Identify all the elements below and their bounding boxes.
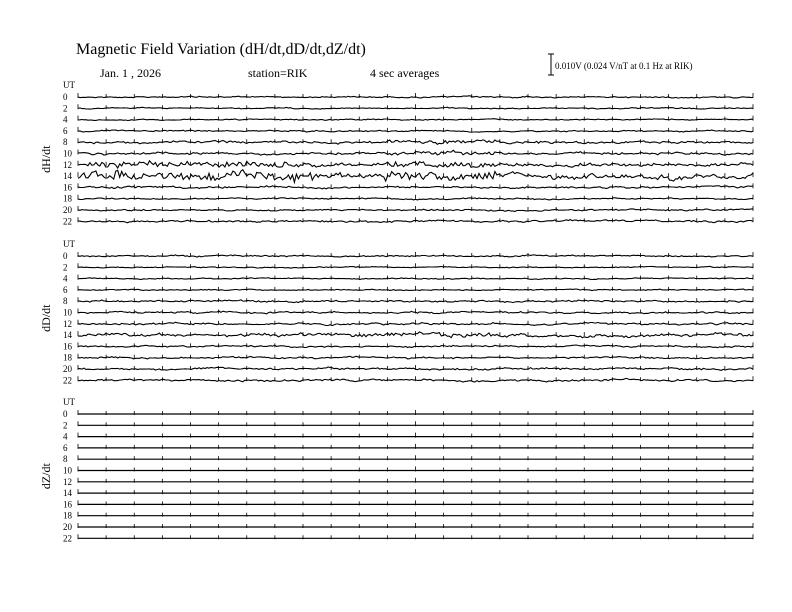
hour-label: 8: [63, 296, 68, 307]
hour-label: 4: [63, 114, 68, 125]
hour-label: 14: [63, 171, 72, 182]
panel-ylabel: dZ/dt: [39, 463, 53, 490]
panel-dZ-dt: [39, 397, 753, 543]
panel-ylabel: dD/dt: [39, 304, 53, 332]
hour-label: 2: [63, 103, 68, 114]
hour-label: 16: [63, 499, 72, 510]
hour-label: 0: [63, 409, 68, 419]
hour-label: 18: [63, 193, 72, 204]
hour-label: 10: [63, 307, 72, 318]
hour-label: 2: [63, 262, 68, 273]
hour-label: 0: [63, 251, 68, 261]
hour-label: 14: [63, 488, 72, 499]
hour-label: 8: [63, 137, 68, 148]
hour-label: 18: [63, 510, 72, 521]
hour-label: 16: [63, 182, 72, 193]
scale-note: 0.010V (0.024 V/nT at 0.1 Hz at RIK): [555, 61, 693, 71]
panels-group: [39, 80, 753, 543]
panel-ylabel: dH/dt: [39, 145, 53, 173]
hour-label: 16: [63, 341, 72, 352]
hour-label: 12: [63, 476, 72, 487]
hour-label: 18: [63, 352, 72, 363]
ut-label: UT: [63, 397, 75, 407]
date-label: Jan. 1 , 2026: [100, 66, 161, 80]
hour-label: 20: [63, 364, 72, 374]
averaging-label: 4 sec averages: [370, 66, 440, 80]
hour-label: 22: [63, 533, 72, 544]
hour-label: 22: [63, 216, 72, 227]
hour-label: 22: [63, 375, 72, 386]
hour-label: 8: [63, 454, 68, 465]
scale-bar: [548, 54, 554, 75]
hour-label: 6: [63, 125, 68, 136]
hour-label: 14: [63, 330, 72, 341]
hour-label: 20: [63, 205, 72, 215]
hour-label: 20: [63, 522, 72, 532]
panel-dD-dt: [39, 239, 753, 385]
station-label: station=RIK: [248, 66, 308, 80]
hour-label: 10: [63, 148, 72, 159]
ut-label: UT: [63, 80, 75, 90]
hour-label: 10: [63, 465, 72, 476]
hour-label: 6: [63, 442, 68, 453]
hour-label: 0: [63, 92, 68, 102]
chart-title: Magnetic Field Variation (dH/dt,dD/dt,dZ/dt): [76, 41, 366, 58]
hour-label: 2: [63, 420, 68, 431]
hour-label: 12: [63, 159, 72, 170]
hour-label: 4: [63, 431, 68, 442]
panel-dH-dt: [39, 80, 753, 226]
hour-label: 4: [63, 273, 68, 284]
ut-label: UT: [63, 239, 75, 249]
hour-label: 12: [63, 318, 72, 329]
hour-label: 6: [63, 284, 68, 295]
